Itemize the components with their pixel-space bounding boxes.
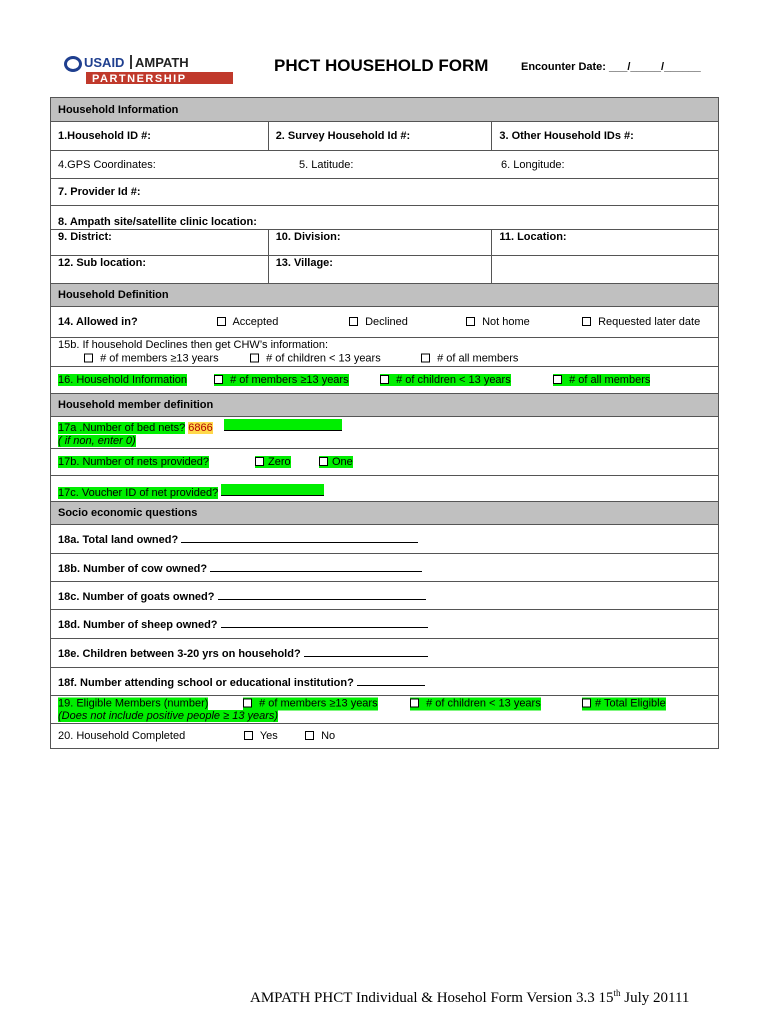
encounter-date-field[interactable]: Encounter Date: ___/_____/______ bbox=[521, 61, 701, 73]
ampath-site-field[interactable]: 8. Ampath site/satellite clinic location: bbox=[51, 206, 719, 230]
q19-members-option[interactable]: # of members ≥13 years bbox=[243, 697, 378, 710]
q17a-label: 17a .Number of bed nets? bbox=[58, 422, 186, 434]
q18e-row bbox=[51, 639, 719, 668]
q14-not-home-option[interactable]: Not home bbox=[466, 316, 530, 328]
q14-row bbox=[51, 307, 719, 338]
checkbox-icon[interactable] bbox=[582, 698, 591, 707]
form-title: PHCT HOUSEHOLD FORM bbox=[274, 56, 489, 75]
q16-label: 16. Household Information bbox=[58, 374, 188, 386]
q17b-zero-option[interactable]: Zero bbox=[255, 456, 291, 468]
svg-text:AMPATH: AMPATH bbox=[135, 55, 189, 70]
q15b-options bbox=[58, 352, 711, 365]
q18a-input[interactable] bbox=[181, 532, 418, 543]
q15b-row bbox=[51, 338, 719, 367]
q14-declined-option[interactable]: Declined bbox=[349, 316, 408, 328]
q17c-input[interactable] bbox=[221, 484, 324, 496]
provider-id-field[interactable]: 7. Provider Id #: bbox=[51, 179, 719, 206]
q15b-children-option[interactable]: # of children < 13 years bbox=[250, 352, 381, 365]
q17c-row bbox=[51, 476, 719, 502]
checkbox-icon[interactable] bbox=[243, 698, 252, 707]
q18f-label: 18f. Number attending school or educational institution? bbox=[58, 676, 354, 689]
q18b-input[interactable] bbox=[210, 561, 422, 572]
section-household-member-definition: Household member definition bbox=[51, 394, 719, 417]
q20-row bbox=[51, 724, 719, 749]
svg-text:USAID: USAID bbox=[84, 55, 125, 70]
gps-coordinates-field[interactable]: 4.GPS Coordinates: bbox=[58, 158, 156, 171]
location-field[interactable]: 11. Location: bbox=[492, 230, 719, 256]
q15b-members-option[interactable]: # of members ≥13 years bbox=[84, 352, 219, 365]
gps-row bbox=[51, 151, 719, 179]
division-field[interactable]: 10. Division: bbox=[268, 230, 492, 256]
q17a-row bbox=[51, 417, 719, 449]
checkbox-icon[interactable] bbox=[255, 457, 264, 466]
q17c-label: 17c. Voucher ID of net provided? bbox=[58, 487, 219, 499]
checkbox-icon[interactable] bbox=[553, 375, 562, 384]
section-household-information: Household Information bbox=[51, 98, 719, 122]
q18c-label: 18c. Number of goats owned? bbox=[58, 590, 215, 603]
q20-no-option[interactable]: No bbox=[305, 730, 335, 742]
q17b-label: 17b. Number of nets provided? bbox=[58, 456, 210, 468]
q18b-row bbox=[51, 554, 719, 582]
q16-members-option[interactable]: # of members ≥13 years bbox=[214, 374, 349, 386]
usaid-ampath-partnership-logo bbox=[62, 52, 234, 86]
other-household-ids-field[interactable]: 3. Other Household IDs #: bbox=[492, 122, 719, 151]
q18c-input[interactable] bbox=[218, 589, 426, 600]
checkbox-icon[interactable] bbox=[410, 698, 419, 707]
checkbox-icon[interactable] bbox=[250, 353, 259, 362]
district-field[interactable]: 9. District: bbox=[51, 230, 269, 256]
checkbox-icon[interactable] bbox=[84, 353, 93, 362]
checkbox-icon[interactable] bbox=[582, 317, 591, 326]
sub-location-field[interactable]: 12. Sub location: bbox=[51, 256, 269, 284]
checkbox-icon[interactable] bbox=[466, 317, 475, 326]
section-household-definition: Household Definition bbox=[51, 284, 719, 307]
checkbox-icon[interactable] bbox=[217, 317, 226, 326]
household-id-field[interactable]: 1.Household ID #: bbox=[51, 122, 269, 151]
q18e-label: 18e. Children between 3-20 yrs on household? bbox=[58, 648, 301, 660]
q20-label: 20. Household Completed bbox=[58, 730, 186, 742]
q16-children-option[interactable]: # of children < 13 years bbox=[380, 374, 511, 386]
q14-label: 14. Allowed in? bbox=[58, 316, 138, 328]
q18d-label: 18d. Number of sheep owned? bbox=[58, 619, 218, 631]
q18a-label: 18a. Total land owned? bbox=[58, 534, 179, 546]
q18c-row bbox=[51, 582, 719, 610]
q18e-input[interactable] bbox=[304, 646, 428, 657]
q19-total-eligible-option[interactable]: # Total Eligible bbox=[582, 697, 666, 710]
village-field[interactable]: 13. Village: bbox=[268, 256, 492, 284]
q18b-label: 18b. Number of cow owned? bbox=[58, 562, 208, 575]
latitude-field[interactable]: 5. Latitude: bbox=[299, 158, 354, 171]
form-header bbox=[0, 0, 770, 96]
q18a-row bbox=[51, 525, 719, 554]
q20-yes-option[interactable]: Yes bbox=[244, 730, 278, 742]
q17b-one-option[interactable]: One bbox=[319, 456, 353, 468]
q18d-row bbox=[51, 610, 719, 639]
q18d-input[interactable] bbox=[221, 617, 428, 628]
q19-label: 19. Eligible Members (number) bbox=[58, 697, 209, 709]
q18f-input[interactable] bbox=[357, 675, 425, 686]
checkbox-icon[interactable] bbox=[319, 457, 328, 466]
checkbox-icon[interactable] bbox=[305, 731, 314, 740]
checkbox-icon[interactable] bbox=[244, 731, 253, 740]
section-socio-economic: Socio economic questions bbox=[51, 502, 719, 525]
checkbox-icon[interactable] bbox=[349, 317, 358, 326]
checkbox-icon[interactable] bbox=[421, 353, 430, 362]
empty-cell bbox=[492, 256, 719, 284]
q15b-all-members-option[interactable]: # of all members bbox=[421, 352, 518, 365]
q19-row bbox=[51, 696, 719, 724]
q16-row bbox=[51, 367, 719, 394]
q14-accepted-option[interactable]: Accepted bbox=[217, 316, 278, 328]
svg-text:PARTNERSHIP: PARTNERSHIP bbox=[92, 73, 187, 85]
household-form-table bbox=[50, 97, 719, 749]
q17a-input[interactable] bbox=[224, 419, 342, 431]
longitude-field[interactable]: 6. Longitude: bbox=[501, 158, 565, 171]
q15b-label: 15b. If household Declines then get CHW’s information: bbox=[58, 339, 329, 351]
q19-children-option[interactable]: # of children < 13 years bbox=[410, 697, 541, 710]
checkbox-icon[interactable] bbox=[380, 375, 389, 384]
form-footer: AMPATH PHCT Individual & Hosehol Form Version 3.3 15th July 20111 bbox=[250, 988, 690, 1006]
q17b-row bbox=[51, 449, 719, 476]
survey-household-id-field[interactable]: 2. Survey Household Id #: bbox=[268, 122, 492, 151]
q17a-note: ( if non, enter 0) bbox=[58, 435, 136, 447]
q16-all-members-option[interactable]: # of all members bbox=[553, 374, 650, 386]
q14-requested-later-option[interactable]: Requested later date bbox=[582, 316, 700, 328]
q17a-code: 6866 bbox=[188, 422, 213, 434]
q19-note: (Does not include positive people ≥ 13 years) bbox=[58, 710, 279, 722]
checkbox-icon[interactable] bbox=[214, 375, 223, 384]
q18f-row bbox=[51, 668, 719, 696]
